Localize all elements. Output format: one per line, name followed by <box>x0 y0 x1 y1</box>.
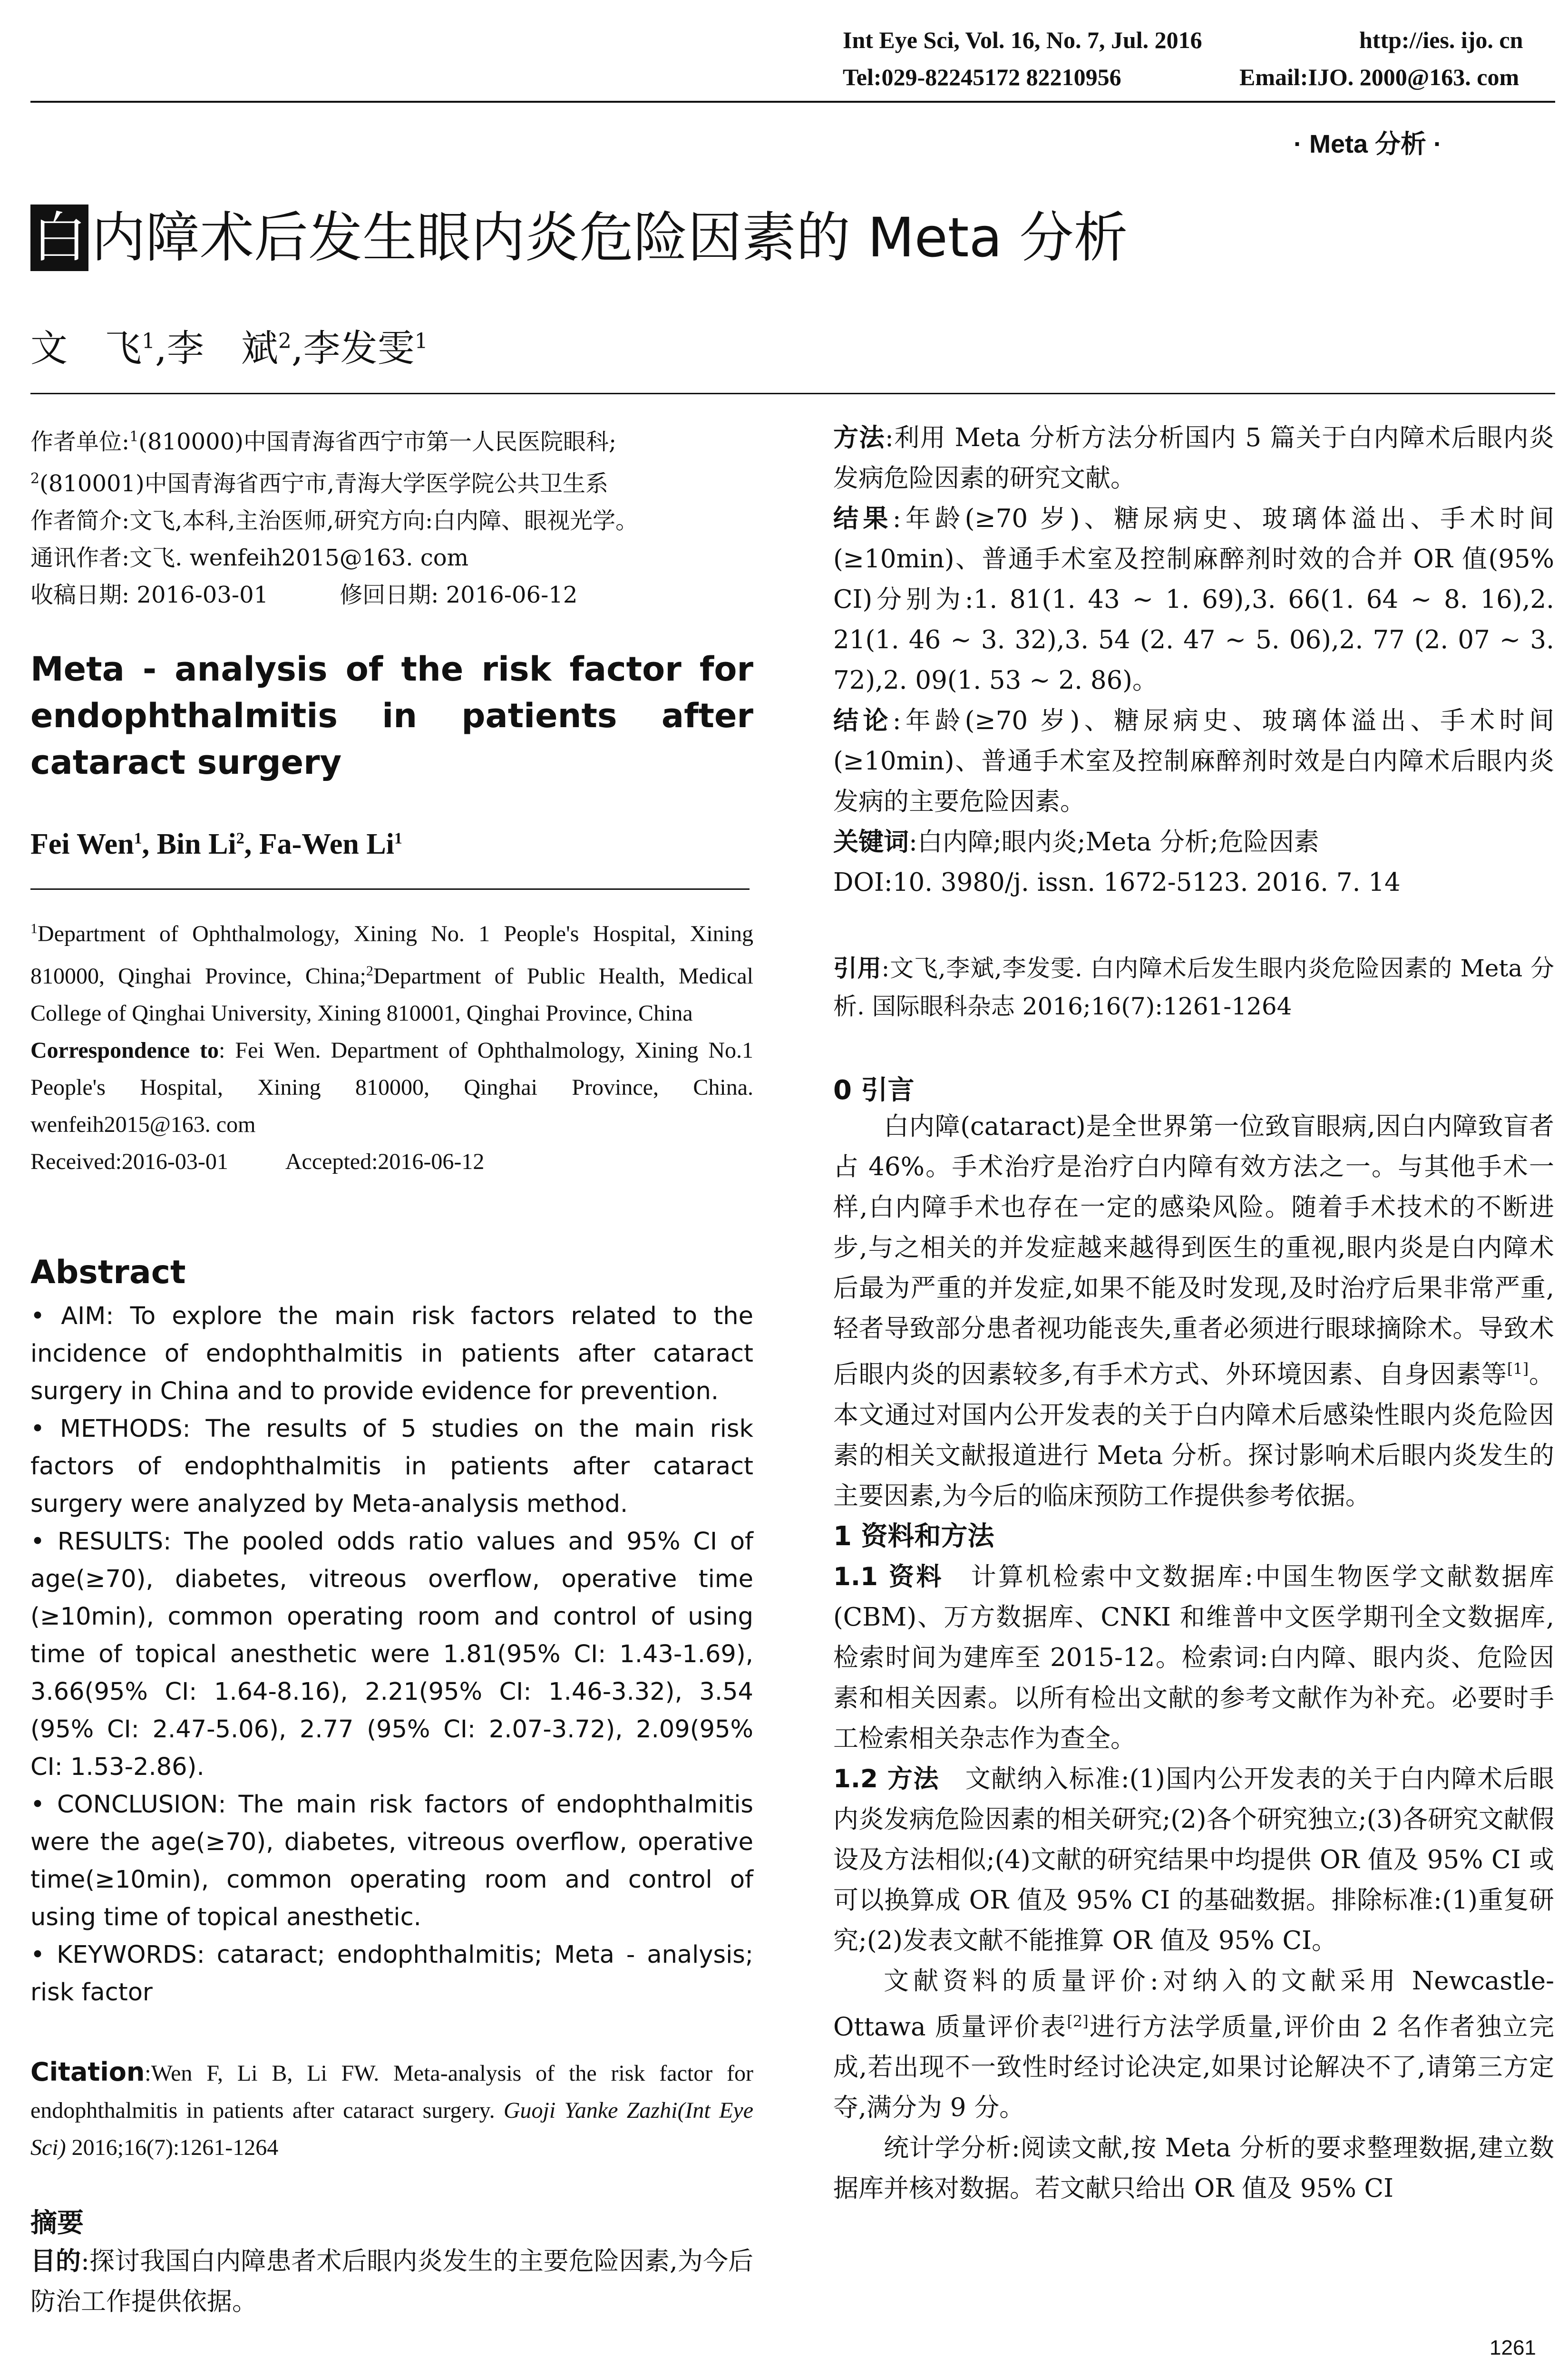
received-date-en: Received:2016-03-01 <box>30 1149 228 1174</box>
affiliation-rule <box>30 888 750 890</box>
journal-tel: Tel:029-82245172 82210956 <box>843 64 1121 90</box>
cn-abstract-heading: 摘要 <box>30 2208 84 2239</box>
page-title <box>30 205 1128 271</box>
abstract-en <box>30 1297 753 2011</box>
author-bio: 作者简介:文飞,本科,主治医师,研究方向:白内障、眼视光学。 <box>30 507 639 534</box>
author-cn-2: 李 斌 <box>166 327 278 370</box>
correspondence-label: Correspondence to <box>30 1038 219 1063</box>
section-tag: · Meta 分析 · <box>1294 130 1442 158</box>
abstract-keywords: • KEYWORDS: cataract; endophthalmitis; Meta - analysis; risk factor <box>30 1941 753 2007</box>
title-first-char: 白 <box>30 205 88 271</box>
authors-cn: 文 飞$^1$,李 斌$^2$,李发雯$^1$ <box>30 327 428 370</box>
citation-label: Citation <box>30 2057 145 2087</box>
intro-heading: 0 引言 <box>833 1075 915 1106</box>
cn-author-info: 作者单位:$^1$(810000)中国青海省西宁市第一人民医院眼科; $^2$(810001)中国青海省西宁市,青海大学医学院公共卫生系 作者简介:文飞,本科,主治医师,研究方向:白内障、眼视光学。 通讯作者:文飞. wenfeih2015@163. com 收稿日期: 2016-03-01 修回日期: 2016-06-12 <box>30 419 753 614</box>
cn-abstract-aim: 目的:探讨我国白内障患者术后眼内炎发生的主要危险因素,为今后防治工作提供依据。 <box>30 2247 754 2316</box>
abstract-heading: Abstract <box>30 1254 186 1291</box>
abstract-results: • RESULTS: The pooled odds ratio values and 95% CI of age(≥70), diabetes, vitreous overflow, operative time (≥10min), common operating room and control of using time of topical anesthetic were 1.81(95% CI: 1.43-1.69), 3.66(95% CI: 1.64-8.16), 2.21(95% CI: 1.46-3.32), 3.54 (95% CI: 2.47-5.06), 2.77 (95% CI: 2.07-3.72), 2.09(95% CI: 1.53-2.86). <box>30 1528 753 1781</box>
abstract-aim: • AIM: To explore the main risk factors related to the incidence of endophthalmitis in patients after cataract surgery in China and to provide evidence for prevention. <box>30 1302 753 1405</box>
abstract-methods: • METHODS: The results of 5 studies on the main risk factors of endophthalmitis in patients after cataract surgery were analyzed by Meta-analysis method. <box>30 1415 753 1518</box>
page-number: 1261 <box>1490 2336 1536 2359</box>
authors-rule <box>30 393 1555 394</box>
journal-url: http://ies. ijo. cn <box>1359 27 1523 53</box>
quality-paragraph: 文献资料的质量评价:对纳入的文献采用 Newcastle-Ottawa 质量评价表[2]进行方法学质量,评价由 2 名作者独立完成,若出现不一致性时经讨论决定,如果讨论解决不了,请第三方定夺,满分为 9 分。 <box>833 1966 1554 2123</box>
author-cn-1: 文 飞 <box>30 327 142 370</box>
author-cn-3: 李发雯 <box>303 327 415 370</box>
body-text <box>833 1106 1554 2209</box>
cn-abstract-continued: 方法:利用 Meta 分析方法分析国内 5 篇关于白内障术后眼内炎发病危险因素的研究文献。 结果:年龄(≥70 岁)、糖尿病史、玻璃体溢出、手术时间(≥10min)、普通手术室及控制麻醉剂时效的合并 OR 值(95% CI)分别为:1. 81(1. 43 ~ 1. 69),3. 66(1. 64 ~ 8. 16),2. 21(1. 46 ~ 3. 32),3. 54 (2. 47 ~ 5. 06),2. 77 (2. 07 ~ 3. 72),2. 09(1. 53 ~ 2. 86)。 结论:年龄(≥70 岁)、糖尿病史、玻璃体溢出、手术时间(≥10min)、普通手术室及控制麻醉剂时效是白内障术后眼内炎发病的主要危险因素。 关键词:白内障;眼内炎;Meta 分析;危险因素 DOI:10. 3980/j. issn. 1672-5123. 2016. 7. 14 <box>833 418 1554 903</box>
title-rest: 内障术后发生眼内炎危险因素的 Meta 分析 <box>91 206 1128 269</box>
stats-paragraph: 统计学分析:阅读文献,按 Meta 分析的要求整理数据,建立数据库并核对数据。若文献只给出 OR 值及 95% CI <box>833 2133 1554 2203</box>
doi: DOI:10. 3980/j. issn. 1672-5123. 2016. 7. 14 <box>833 868 1401 897</box>
journal-email: Email:IJO. 2000@163. com <box>1239 64 1519 90</box>
section-1-1: 1.1 资料 计算机检索中文数据库:中国生物医学文献数据库(CBM)、万方数据库、CNKI 和维普中文医学期刊全文数据库,检索时间为建库至 2015-12。检索词:白内障、眼内炎、危险因素和相关因素。以所有检出文献的参考文献作为补充。必要时手工检索相关杂志作为查全。 <box>833 1562 1555 1753</box>
citation-cn: 引用:文飞,李斌,李发雯. 白内障术后发生眼内炎危险因素的 Meta 分析. 国际眼科杂志 2016;16(7):1261-1264 <box>833 955 1554 1020</box>
citation-en: Citation:Wen F, Li B, Li FW. Meta-analysis of the risk factor for endophthalmitis in patients after cataract surgery. Guoji Yanke Zazhi(Int Eye Sci) 2016;16(7):1261-1264 <box>30 2057 753 2160</box>
journal-citation: Int Eye Sci, Vol. 16, No. 7, Jul. 2016 <box>843 27 1202 53</box>
affiliation-en: $^1$Department of Ophthalmology, Xining No. 1 People's Hospital, Xining 810000, Qinghai Province, China;$^2$Department of Public Health, Medical College of Qinghai University, Xining 810001, Qinghai Province, China Correspondence to: Fei Wen. Department of Ophthalmology, Xining No.1 People's Hospital, Xining 810000, Qinghai Province, China. wenfeih2015@163. com Received:2016-03-01 Accepted:2016-06-12 <box>30 921 754 1174</box>
section-1-2: 1.2 方法 文献纳入标准:(1)国内公开发表的关于白内障术后眼内炎发病危险因素的相关研究;(2)各个研究独立;(3)各研究文献假设及方法相似;(4)文献的研究结果中均提供 OR 值及 95% CI 或可以换算成 OR 值及 95% CI 的基础数据。排除标准:(1)重复研究;(2)发表文献不能推算 OR 值及 95% CI。 <box>833 1764 1555 1955</box>
methods-heading: 1 资料和方法 <box>833 1520 994 1552</box>
intro-paragraph: 白内障(cataract)是全世界第一位致盲眼病,因白内障致盲者占 46%。手术治疗是治疗白内障有效方法之一。与其他手术一样,白内障手术也存在一定的感染风险。随着手术技术的不断进步,与之相关的并发症越来越得到医生的重视,眼内炎是白内障术后最为严重的并发症,如果不能及时发现,及时治疗后果非常严重,轻者导致部分患者视功能丧失,重者必须进行眼球摘除术。导致术后眼内炎的因素较多,有手术方式、外环境因素、自身因素等[1]。本文通过对国内公开发表的关于白内障术后感染性眼内炎危险因素的相关文献报道进行 Meta 分析。探讨影响术后眼内炎发生的主要因素,为今后的临床预防工作提供参考依据。 <box>833 1112 1555 1510</box>
english-title: Meta - analysis of the risk factor for endophthalmitis in patients after cataract surgery <box>30 650 753 782</box>
received-date-cn: 收稿日期: 2016-03-01 <box>30 582 269 608</box>
header-rule <box>30 101 1555 103</box>
corresponding-author-cn: 通讯作者:文飞. wenfeih2015@163. com <box>30 545 469 571</box>
accepted-date-en: Accepted:2016-06-12 <box>285 1149 485 1174</box>
revised-date-cn: 修回日期: 2016-06-12 <box>340 582 578 608</box>
abstract-conclusion: • CONCLUSION: The main risk factors of endophthalmitis were the age(≥70), diabetes, vitreous overflow, operative time(≥10min), common operating room and control of using time of topical anesthetic. <box>30 1791 753 1931</box>
authors-en: Fei Wen$^1$, Bin Li$^2$, Fa-Wen Li$^1$ <box>30 828 402 860</box>
